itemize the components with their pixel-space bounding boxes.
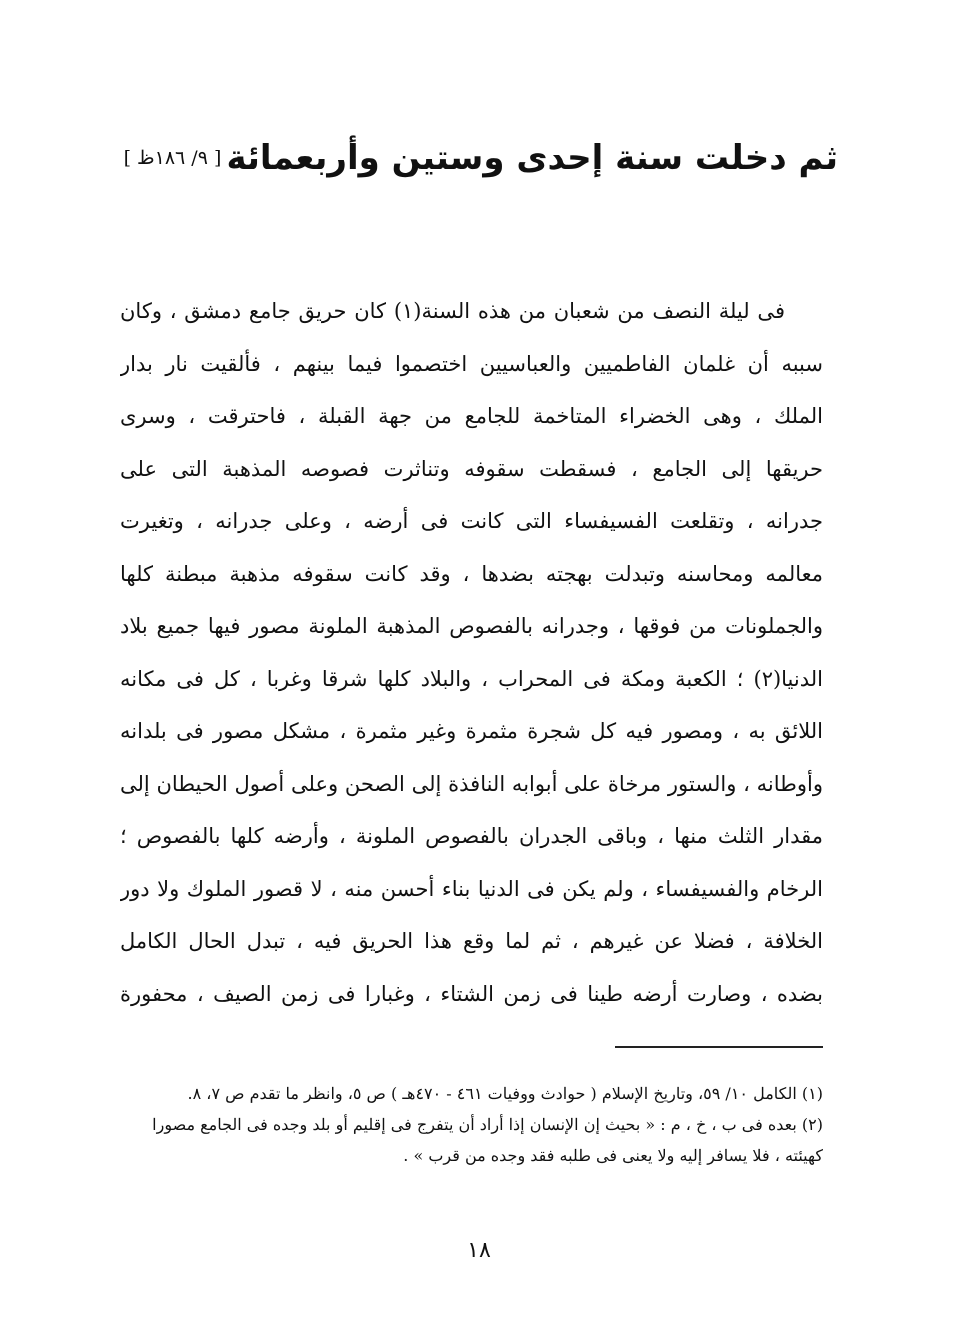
text-line: فى ليلة النصف من شعبان من هذه السنة(١) كان حريق جامع دمشق ، وكان [120, 299, 785, 323]
footnote-line: كهيئته ، فلا يسافر إليه ولا يعنى فى طلبه فقد وجده من قرب » . [403, 1146, 823, 1165]
page-number: ١٨ [467, 1238, 491, 1263]
text-line: جدرانه ، وتقلعت الفسيفساء التى كانت فى أرضه ، وعلى جدرانه ، وتغيرت [120, 509, 823, 533]
text-line: وأوطانه ، والستور مرخاة على أبوابه النافذة إلى الصحن وعلى أصول الحيطان إلى [120, 771, 823, 796]
text-line: الرخام والفسيفساء ، ولم يكن فى الدنيا بناء أحسن منه ، لا قصور الملوك ولا دور [120, 876, 823, 901]
text-line: حريقها إلى الجامع ، فسقطت سقوفه وتناثرت فصوصه المذهبة التى على [120, 456, 823, 481]
text-line: معالمه ومحاسنه وتبدلت بهجته بضدها ، وقد كانت سقوفه مذهبة مبطنة كلها [120, 561, 823, 586]
text-line: اللائق به ، ومصور فيه كل شجرة مثمرة وغير مثمرة ، مشكل مصور فى بلدانه [120, 719, 823, 743]
footnotes [120, 1078, 823, 1171]
chapter-heading [120, 138, 838, 178]
manuscript-reference: [ ٩/ ١٨٦ظ ] [123, 147, 222, 169]
text-line: الدنيا(٢) ؛ الكعبة ومكة فى المحراب ، والبلاد كلها شرقا وغربا ، كل فى مكانه [120, 666, 823, 691]
chapter-title: ثم دخلت سنة إحدى وستين وأربعمائة [226, 138, 838, 178]
footnote-separator [615, 1046, 823, 1048]
footnote-line: (٢) بعده فى ب ، خ ، م : « بحيث إن الإنسان إذا أراد أن يتفرج فى إقليم أو بلد وجده فى الجامع مصورا [152, 1115, 823, 1134]
text-line: الملك ، وهى الخضراء المتاخمة للجامع من جهة القبلة ، فاحترقت ، وسرى [120, 404, 823, 428]
text-line: مقدار الثلث منها ، وباقى الجدران بالفصوص الملونة ، وأرضه كلها بالفصوص ؛ [120, 824, 823, 848]
main-text [120, 285, 823, 1020]
text-line: بضده ، وصارت أرضه طينا فى زمن الشتاء ، وغبارا فى زمن الصيف ، محفورة [120, 981, 823, 1006]
footnote-line: (١) الكامل ١٠/ ٥٩، وتاريخ الإسلام ( حوادث ووفيات ٤٦١ - ٤٧٠هـ ) ص ٥، وانظر ما تقدم ص ٧، ٨. [187, 1084, 823, 1103]
text-line: الخلافة ، فضلا عن غيرهم ، ثم لما وقع هذا الحريق فيه ، تبدل الحال الكامل [120, 929, 823, 953]
text-line: والجملونات من فوقها ، وجدرانه بالفصوص المذهبة الملونة مصور فيها جميع بلاد [120, 614, 823, 638]
text-line: سببه أن غلمان الفاطميين والعباسيين اختصموا فيما بينهم ، فألقيت نار بدار [120, 351, 823, 376]
